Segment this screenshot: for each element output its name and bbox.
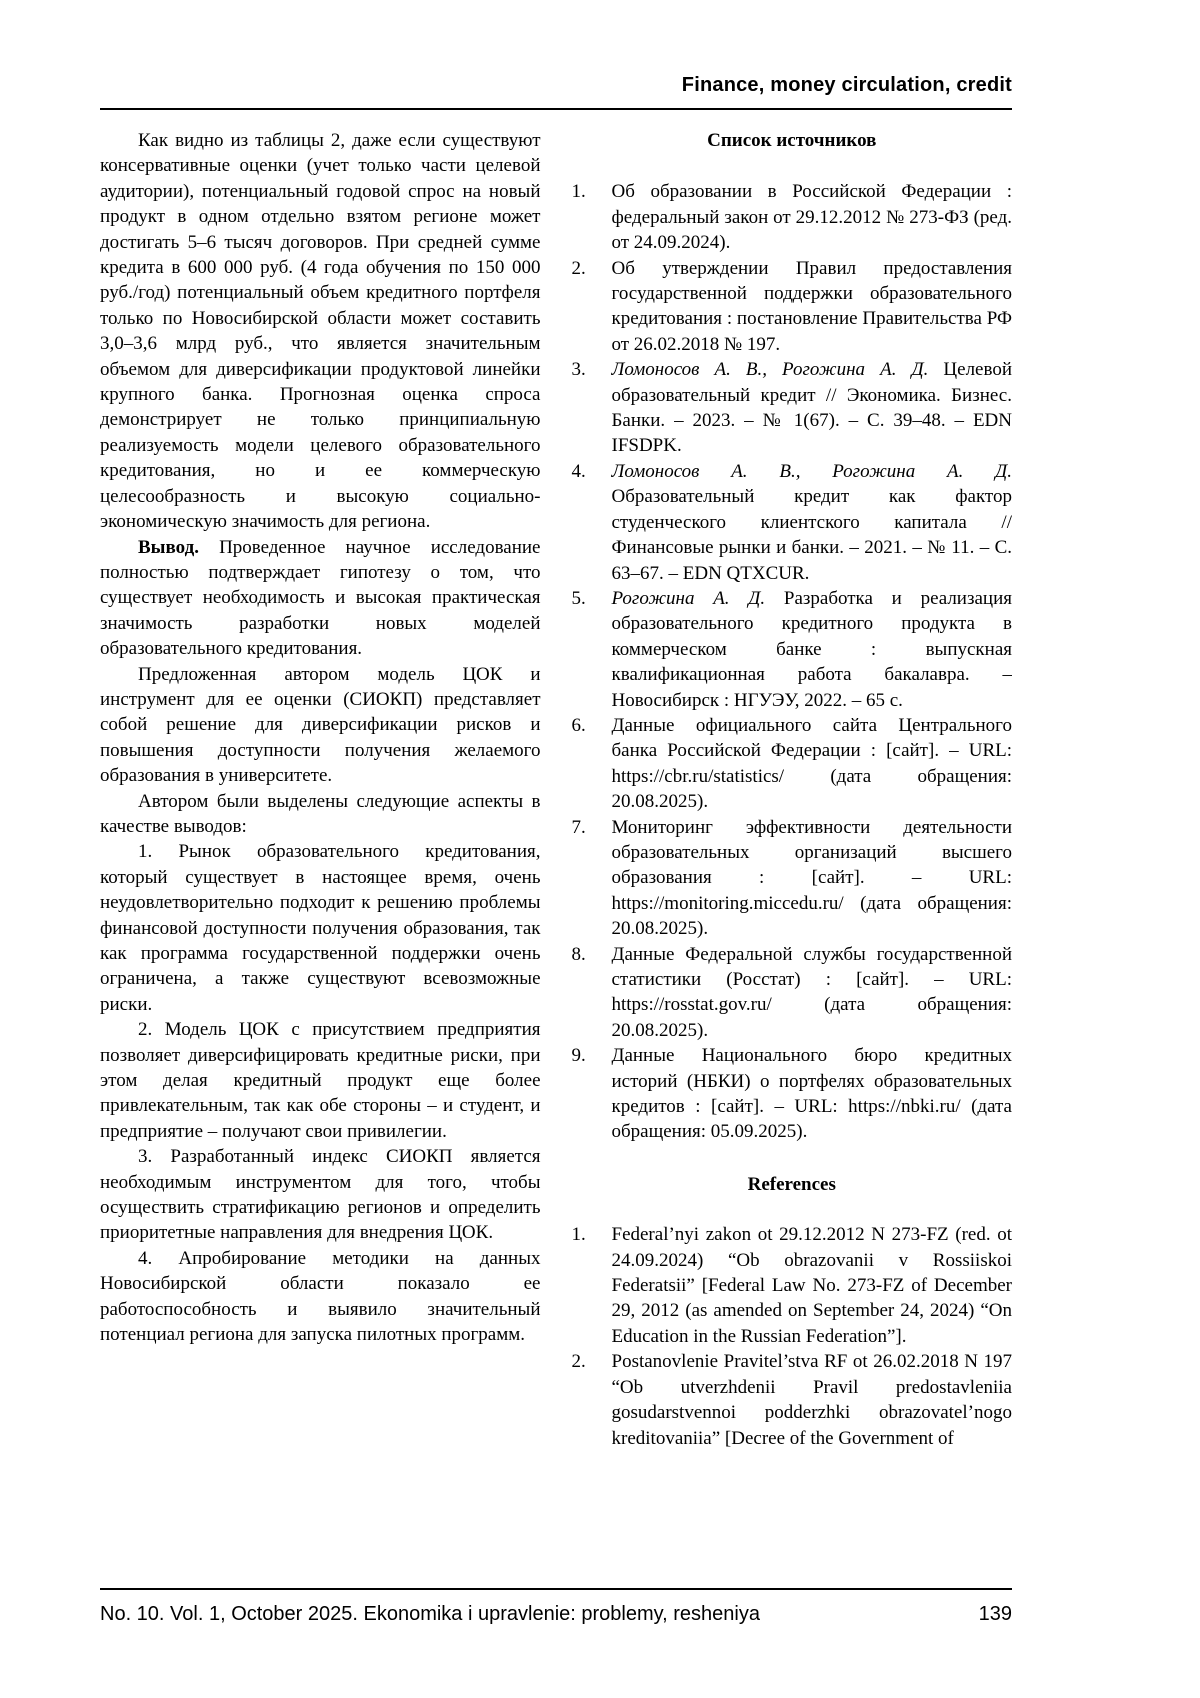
source-text: Мониторинг эффективности деятельности образовательных организаций высшего образования : [сайт]. – URL: https://monitoring.miccedu.ru/ (дата обращения: 20.08.2025).: [611, 816, 1012, 940]
source-number: 8.: [571, 943, 586, 965]
paragraph-text: 1. Рынок образовательного кредитования, который существует в настоящее время, очень неудовлетворительно подходит к решению проблемы финансовой доступности получения образования, так как программа государственной поддержки очень ограничена, а также существуют всевозможные риски.: [100, 841, 541, 1015]
page-header: [100, 74, 1012, 110]
source-authors: Рогожина А. Д.: [611, 587, 766, 609]
paragraph-text: Автором были выделены следующие аспекты в качестве выводов:: [100, 790, 541, 837]
references-heading: References: [747, 1173, 836, 1195]
source-text: Об утверждении Правил предоставления государственной поддержки образовательного кредитования : постановление Правительства РФ от 26.02.2018 № 197.: [611, 257, 1012, 355]
paragraph: [100, 535, 541, 662]
paragraph-text: Проведенное научное исследование полностью подтверждает гипотезу о том, что существует необходимость и высокая практическая значимость разработки новых моделей образовательного кредитования.: [100, 536, 541, 660]
source-number: 6.: [571, 714, 586, 736]
source-text: Образовательный кредит как фактор студенческого клиентского капитала // Финансовые рынки и банки. – 2021. – № 11. – С. 63–67. – EDN QTXCUR.: [611, 486, 1012, 584]
source-number: 4.: [571, 460, 586, 482]
reference-text: Federal’nyi zakon ot 29.12.2012 N 273-FZ (red. ot 24.09.2024) “Ob obrazovanii v Rossiiskoi Federatsii” [Federal Law No. 273-FZ of December 29, 2012 (as amended on September 24, 2024) “On Education in the Russian Federation”].: [611, 1224, 1012, 1347]
source-item: [572, 179, 1013, 255]
source-item: [572, 586, 1013, 713]
page-content: [100, 128, 1012, 1570]
source-item: [572, 815, 1013, 942]
source-text: Данные Федеральной службы государственной статистики (Росстат) : [сайт]. – URL: https://rosstat.gov.ru/ (дата обращения: 20.08.2025).: [611, 943, 1012, 1041]
paragraph-text: Как видно из таблицы 2, даже если существуют консервативные оценки (учет только части целевой аудитории), потенциальный годовой спрос на новый продукт в одном отдельно взятом регионе может достигать 5–6 тысяч договоров. При средней сумме кредита в 600 000 руб. (4 года обучения по 150 000 руб./год) потенциальный объем кредитного портфеля только по Новосибирской области может составить 3,0–3,6 млрд руб., что является значительным объемом для диверсификации продуктовой линейки крупного банка. Прогнозная оценка спроса демонстрирует не только принципиальную реализуемость модели целевого образовательного кредитования, но и ее коммерческую целесообразность и высокую социально-экономическую значимость для региона.: [100, 130, 541, 533]
source-item: [572, 459, 1013, 586]
source-item: [572, 357, 1013, 459]
source-item: [572, 713, 1013, 815]
source-item: [572, 1043, 1013, 1145]
reference-text: Postanovlenie Pravitel’stva RF ot 26.02.2018 N 197 “Ob utverzhdenii Pravil predostavleniia gosudarstvennoi podderzhki obrazovatel’nogo kreditovaniia” [Decree of the Government of: [611, 1351, 1012, 1449]
right-column: [572, 128, 1013, 1570]
page-number: 139: [978, 1603, 1012, 1625]
left-column: [100, 128, 541, 1570]
conclusion-item: [100, 1017, 541, 1144]
source-number: 5.: [571, 587, 586, 609]
source-text: Разработка и реализация образовательного кредитного продукта в коммерческом банке : выпускная квалификационная работа бакалавра. – Новосибирск : НГУЭУ, 2022. – 65 с.: [611, 587, 1012, 711]
source-number: 3.: [571, 359, 586, 381]
paragraph: [100, 128, 541, 535]
source-item: [572, 942, 1013, 1044]
running-head: Finance, money circulation, credit: [681, 74, 1012, 96]
source-text: Данные Национального бюро кредитных историй (НБКИ) о портфелях образовательных кредитов : [сайт]. – URL: https://nbki.ru/ (дата обращения: 05.09.2025).: [611, 1045, 1012, 1143]
paragraph-lead: Вывод.: [138, 536, 199, 558]
conclusion-item: [100, 1246, 541, 1348]
source-authors: Ломоносов А. В., Рогожина А. Д.: [611, 460, 1012, 482]
paragraph: [100, 662, 541, 789]
source-authors: Ломоносов А. В., Рогожина А. Д.: [611, 359, 929, 381]
source-item: [572, 256, 1013, 358]
source-text: Данные официального сайта Центрального банка Российской Федерации : [сайт]. – URL: https://cbr.ru/statistics/ (дата обращения: 20.08.2025).: [611, 714, 1012, 813]
conclusion-item: [100, 839, 541, 1017]
source-number: 2.: [571, 257, 586, 279]
source-text: Целевой образовательный кредит // Экономика. Бизнес. Банки. – 2023. – № 1(67). – С. 39–48. – EDN IFSDPK.: [611, 359, 1012, 457]
paragraph-text: 2. Модель ЦОК с присутствием предприятия позволяет диверсифицировать кредитные риски, при этом делая кредитный продукт еще более привлекательным, так как обе стороны – и студент, и предприятие – получают свои привилегии.: [100, 1019, 541, 1142]
journal-info: No. 10. Vol. 1, October 2025. Ekonomika i upravlenie: problemy, resheniya: [100, 1603, 760, 1625]
paragraph-text: Предложенная автором модель ЦОК и инструмент для ее оценки (СИОКП) представляет собой решение для диверсификации рисков и повышения доступности получения желаемого образования в университете.: [100, 663, 541, 787]
paragraph: [100, 789, 541, 840]
source-number: 9.: [571, 1045, 586, 1067]
conclusion-item: [100, 1144, 541, 1246]
reference-number: 1.: [571, 1224, 586, 1246]
reference-item: [572, 1349, 1013, 1451]
source-number: 1.: [571, 181, 586, 203]
source-number: 7.: [571, 816, 586, 838]
paragraph-text: 3. Разработанный индекс СИОКП является необходимым инструментом для того, чтобы осуществить стратификацию регионов и определить приоритетные направления для внедрения ЦОК.: [100, 1146, 541, 1244]
reference-item: [572, 1222, 1013, 1349]
reference-number: 2.: [571, 1351, 586, 1373]
source-text: Об образовании в Российской Федерации : федеральный закон от 29.12.2012 № 273-ФЗ (ред. от 24.09.2024).: [611, 181, 1012, 254]
page-footer: [100, 1588, 1012, 1626]
paragraph-text: 4. Апробирование методики на данных Новосибирской области показало ее работоспособность и выявило значительный потенциал региона для запуска пилотных программ.: [100, 1247, 541, 1346]
sources-heading: Список источников: [707, 130, 877, 151]
